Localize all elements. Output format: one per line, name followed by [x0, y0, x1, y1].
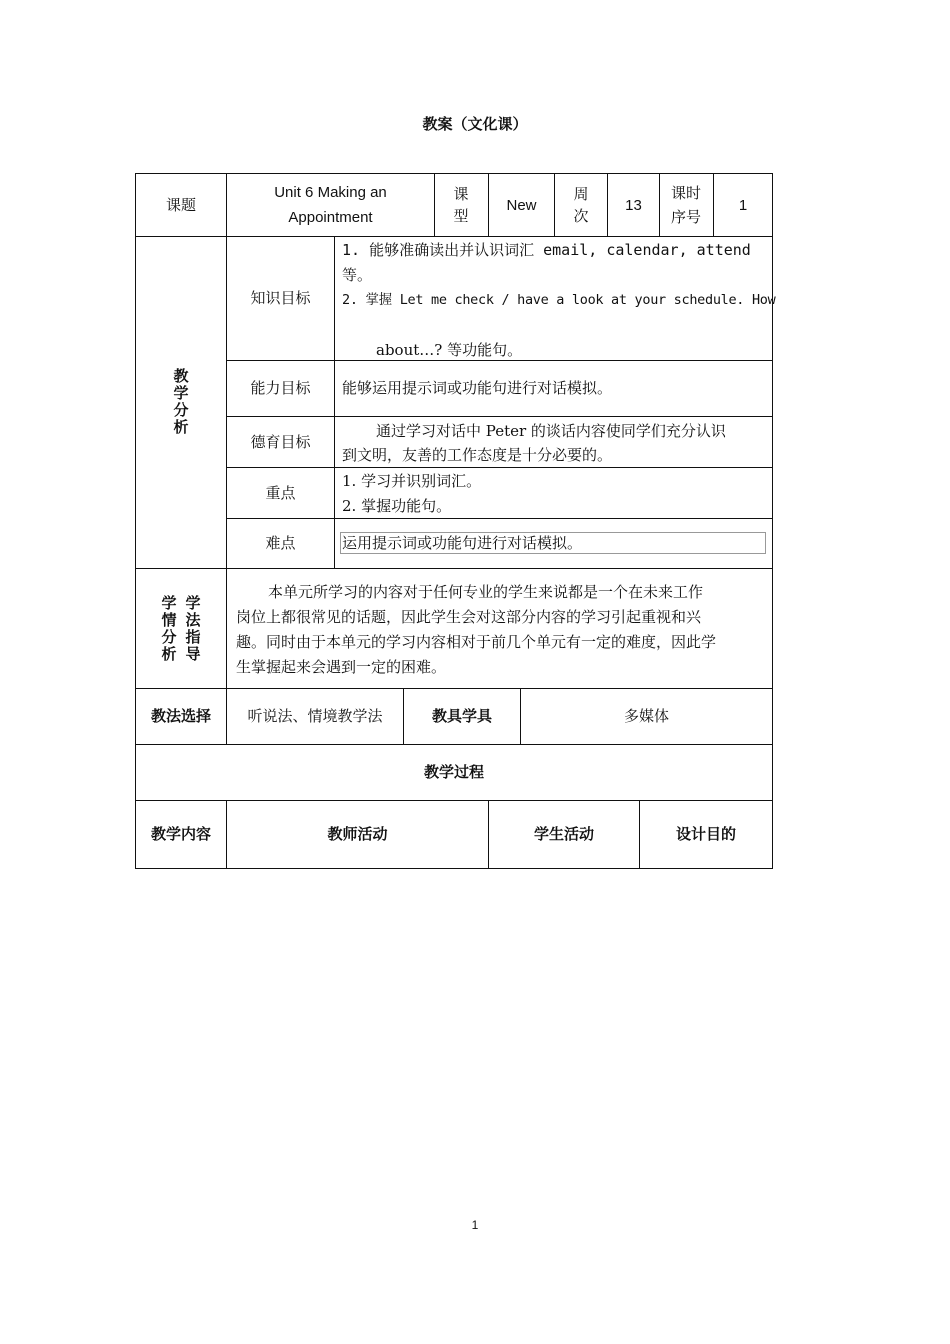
- tools-label: 教具学具: [431, 707, 492, 725]
- moral-label: 德育目标: [250, 432, 311, 451]
- tools-value: 多媒体: [623, 707, 669, 725]
- difficulty-label: 难点: [265, 534, 296, 552]
- period-value: 1: [738, 196, 748, 214]
- type-value: New: [506, 196, 537, 214]
- period-label: 课时序号: [670, 184, 701, 226]
- moral-line-2: 到文明，友善的工作态度是十分必要的。: [342, 446, 613, 464]
- week-value: 13: [625, 196, 642, 214]
- process-title: 教学过程: [423, 763, 484, 781]
- key-line-1: 1. 学习并识别词汇。: [342, 472, 482, 490]
- method-value: 听说法、情境教学法: [247, 707, 383, 725]
- col-teacher-header: 教师活动: [327, 825, 388, 843]
- difficulty-text: 运用提示词或功能句进行对话模拟。: [342, 534, 583, 552]
- learning-label-cell: [135, 568, 227, 689]
- key-line-2: 2. 掌握功能句。: [342, 497, 452, 515]
- topic-value: Unit 6 Making an Appointment: [274, 184, 387, 226]
- type-label: 课型: [453, 185, 469, 225]
- moral-line-1: 通过学习对话中 Peter 的谈话内容使同学们充分认识: [376, 422, 726, 440]
- col-content-header: 教学内容: [150, 825, 211, 843]
- topic-label: 课题: [165, 196, 196, 214]
- analysis-section-label: 教学分析: [173, 367, 189, 436]
- knowledge-line-4: about…? 等功能句。: [376, 341, 523, 359]
- method-label: 教法选择: [150, 707, 211, 725]
- col-student-header: 学生活动: [533, 825, 594, 843]
- learning-label-col2: 学法指导: [185, 594, 201, 663]
- learning-line-2: 岗位上都很常见的话题，因此学生会对这部分内容的学习引起重视和兴: [236, 608, 702, 626]
- key-label: 重点: [265, 483, 296, 502]
- col-purpose-header: 设计目的: [675, 825, 736, 843]
- learning-label-col1: 学情分析: [161, 594, 177, 663]
- ability-label: 能力目标: [250, 379, 311, 397]
- learning-line-1: 本单元所学习的内容对于任何专业的学生来说都是一个在未来工作: [268, 583, 704, 601]
- week-label: 周次: [573, 185, 589, 225]
- knowledge-line-1: 1. 能够准确读出并认识词汇 email, calendar, attend: [342, 241, 751, 259]
- ability-text: 能够运用提示词或功能句进行对话模拟。: [342, 379, 613, 397]
- learning-line-3: 趣。同时由于本单元的学习内容相对于前几个单元有一定的难度，因此学: [236, 633, 717, 651]
- learning-line-4: 生掌握起来会遇到一定的困难。: [236, 658, 447, 676]
- knowledge-label: 知识目标: [250, 289, 311, 307]
- page-number: 1: [471, 1218, 479, 1232]
- knowledge-line-2: 等。: [342, 266, 373, 284]
- document-title: 教案（文化课）: [422, 115, 528, 133]
- knowledge-line-3: 2. 掌握 Let me check / have a look at your schedule. How: [342, 292, 776, 308]
